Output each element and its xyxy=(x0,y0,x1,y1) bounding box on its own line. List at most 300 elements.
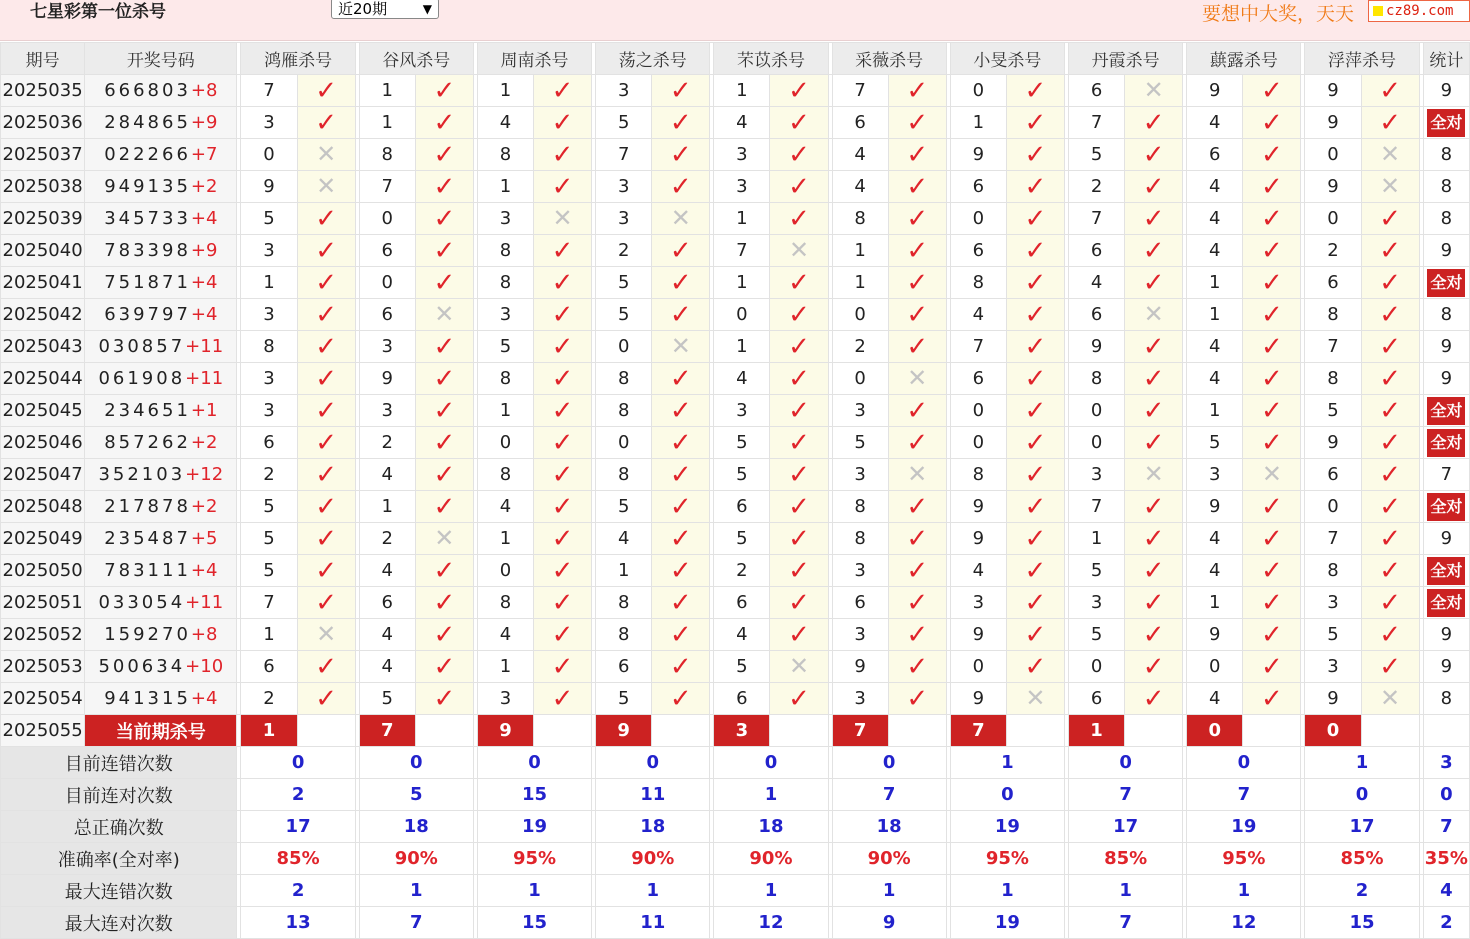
result-cell xyxy=(1125,683,1183,715)
header-expert-9[interactable]: 浮萍杀号 xyxy=(1305,43,1419,75)
stats-value: 17 xyxy=(1069,811,1183,843)
check-icon: ✓ xyxy=(788,203,810,234)
draw-numbers: 500634 xyxy=(98,656,186,677)
kill-number-cell: 4 xyxy=(1187,363,1243,395)
result-cell xyxy=(415,555,473,587)
check-icon: ✓ xyxy=(1379,107,1401,138)
stats-value: 1 xyxy=(359,875,473,907)
stats-value: 7 xyxy=(1069,907,1183,939)
kill-number-cell: 0 xyxy=(359,203,415,235)
kill-number-cell: 8 xyxy=(832,523,888,555)
stats-total: 0 xyxy=(1423,779,1469,811)
result-cell xyxy=(415,75,473,107)
result-cell xyxy=(1125,171,1183,203)
result-cell xyxy=(1006,619,1064,651)
kill-number-cell: 0 xyxy=(714,299,770,331)
draw-bonus: +12 xyxy=(185,464,224,485)
result-cell xyxy=(1361,331,1419,363)
period-cell: 2025048 xyxy=(1,491,85,523)
all-correct-badge: 全对 xyxy=(1427,397,1465,425)
kill-number-cell: 7 xyxy=(1069,491,1125,523)
draw-numbers-cell xyxy=(85,299,237,331)
kill-number-cell: 5 xyxy=(1305,395,1361,427)
kill-number-cell: 5 xyxy=(1069,555,1125,587)
period-cell: 2025041 xyxy=(1,267,85,299)
stats-value: 15 xyxy=(1305,907,1419,939)
draw-bonus: +5 xyxy=(190,528,218,549)
check-icon: ✓ xyxy=(551,555,574,586)
stat-value: 8 xyxy=(1440,144,1453,165)
period-cell: 2025036 xyxy=(1,107,85,139)
stats-value: 95% xyxy=(1187,843,1301,875)
current-empty-cell xyxy=(652,715,710,747)
result-cell xyxy=(652,331,710,363)
kill-number-cell: 8 xyxy=(477,235,533,267)
result-cell xyxy=(415,203,473,235)
header-stat[interactable]: 统计 xyxy=(1423,43,1469,75)
kill-number-cell: 0 xyxy=(832,363,888,395)
kill-number-cell: 1 xyxy=(832,267,888,299)
cross-icon: ✕ xyxy=(552,204,573,232)
stat-cell xyxy=(1423,363,1469,395)
current-kill-number: 0 xyxy=(1187,715,1243,747)
result-cell xyxy=(534,683,592,715)
result-cell xyxy=(534,587,592,619)
stats-value: 12 xyxy=(1187,907,1301,939)
kill-number-cell: 4 xyxy=(1187,235,1243,267)
check-icon: ✓ xyxy=(788,171,810,202)
stats-value: 17 xyxy=(241,811,355,843)
stat-cell xyxy=(1423,555,1469,587)
header-period[interactable]: 期号 xyxy=(1,43,85,75)
kill-number-cell: 3 xyxy=(477,203,533,235)
result-cell xyxy=(1125,139,1183,171)
result-cell xyxy=(770,363,828,395)
kill-number-cell: 6 xyxy=(241,427,297,459)
draw-numbers-cell xyxy=(85,363,237,395)
draw-numbers: 751871 xyxy=(104,272,191,293)
result-cell xyxy=(888,235,946,267)
check-icon: ✓ xyxy=(551,523,574,554)
kill-number-cell: 6 xyxy=(596,651,652,683)
check-icon: ✓ xyxy=(551,459,574,490)
check-icon: ✓ xyxy=(1379,491,1401,522)
table-row xyxy=(1,171,1470,203)
check-icon: ✓ xyxy=(906,235,929,266)
kill-number-cell: 4 xyxy=(596,523,652,555)
result-cell xyxy=(415,395,473,427)
draw-bonus: +4 xyxy=(190,208,218,229)
kill-number-cell: 7 xyxy=(832,75,888,107)
kill-number-cell: 5 xyxy=(714,459,770,491)
kill-number-cell: 5 xyxy=(596,299,652,331)
kill-number-cell: 9 xyxy=(832,651,888,683)
stats-value: 85% xyxy=(241,843,355,875)
check-icon: ✓ xyxy=(551,587,574,618)
check-icon: ✓ xyxy=(788,459,810,490)
kill-number-cell: 4 xyxy=(950,555,1006,587)
kill-number-cell: 0 xyxy=(596,427,652,459)
result-cell xyxy=(297,299,355,331)
check-icon: ✓ xyxy=(1142,363,1165,394)
period-cell: 2025054 xyxy=(1,683,85,715)
stats-value: 1 xyxy=(714,779,828,811)
kill-number-cell: 0 xyxy=(1069,651,1125,683)
stat-value: 9 xyxy=(1440,528,1453,549)
period-select[interactable] xyxy=(331,0,439,19)
check-icon: ✓ xyxy=(906,619,929,650)
stat-cell xyxy=(1423,107,1469,139)
check-icon: ✓ xyxy=(1379,75,1401,106)
current-kill-number: 9 xyxy=(477,715,533,747)
draw-numbers: 783111 xyxy=(104,560,191,581)
result-cell xyxy=(888,523,946,555)
result-cell xyxy=(415,139,473,171)
result-cell xyxy=(1243,619,1301,651)
stats-value: 0 xyxy=(596,747,710,779)
stat-cell xyxy=(1423,331,1469,363)
check-icon: ✓ xyxy=(669,523,692,554)
period-cell: 2025053 xyxy=(1,651,85,683)
result-cell xyxy=(1243,587,1301,619)
check-icon: ✓ xyxy=(551,683,574,714)
check-icon: ✓ xyxy=(669,491,692,522)
header-expert-8[interactable]: 蕻露杀号 xyxy=(1187,43,1301,75)
logo-text: cz89.com xyxy=(1386,3,1454,19)
site-logo[interactable] xyxy=(1368,0,1470,22)
check-icon: ✓ xyxy=(315,235,338,266)
kill-number-cell: 9 xyxy=(950,619,1006,651)
kill-number-cell: 1 xyxy=(241,619,297,651)
table-header xyxy=(1,43,1470,75)
kill-number-cell: 3 xyxy=(832,683,888,715)
kill-number-cell: 8 xyxy=(596,619,652,651)
check-icon: ✓ xyxy=(1024,427,1047,458)
check-icon: ✓ xyxy=(906,427,929,458)
check-icon: ✓ xyxy=(906,75,929,106)
check-icon: ✓ xyxy=(788,107,810,138)
check-icon: ✓ xyxy=(1024,523,1047,554)
check-icon: ✓ xyxy=(1260,235,1283,266)
result-cell xyxy=(415,491,473,523)
stats-value: 1 xyxy=(1187,875,1301,907)
result-cell xyxy=(888,299,946,331)
kill-number-cell: 0 xyxy=(950,427,1006,459)
check-icon: ✓ xyxy=(1024,587,1047,618)
stats-label: 目前连对次数 xyxy=(1,779,237,811)
kill-number-cell: 1 xyxy=(1069,523,1125,555)
result-cell xyxy=(888,139,946,171)
draw-numbers-cell xyxy=(85,587,237,619)
draw-numbers-cell xyxy=(85,491,237,523)
check-icon: ✓ xyxy=(551,299,574,330)
kill-number-cell: 0 xyxy=(950,75,1006,107)
result-cell xyxy=(1006,235,1064,267)
kill-number-cell: 0 xyxy=(950,651,1006,683)
result-cell xyxy=(415,107,473,139)
check-icon: ✓ xyxy=(315,107,338,138)
draw-numbers-cell xyxy=(85,523,237,555)
result-cell xyxy=(534,651,592,683)
check-icon: ✓ xyxy=(1142,171,1165,202)
current-period-row xyxy=(1,715,1470,747)
stats-value: 15 xyxy=(477,907,591,939)
result-cell xyxy=(415,427,473,459)
kill-number-cell: 8 xyxy=(477,587,533,619)
kill-number-cell: 5 xyxy=(714,523,770,555)
cross-icon: ✕ xyxy=(434,524,455,552)
check-icon: ✓ xyxy=(788,267,810,298)
check-icon: ✓ xyxy=(551,107,574,138)
kill-number-cell: 7 xyxy=(359,171,415,203)
table-row xyxy=(1,427,1470,459)
draw-numbers-cell xyxy=(85,427,237,459)
draw-numbers-cell xyxy=(85,75,237,107)
cross-icon: ✕ xyxy=(788,652,810,680)
kill-number-cell: 0 xyxy=(950,395,1006,427)
stats-value: 15 xyxy=(477,779,591,811)
cross-icon: ✕ xyxy=(1261,460,1282,488)
all-correct-badge: 全对 xyxy=(1427,493,1465,521)
result-cell xyxy=(534,203,592,235)
result-cell xyxy=(1006,587,1064,619)
stats-value: 7 xyxy=(1069,779,1183,811)
stats-value: 95% xyxy=(477,843,591,875)
kill-number-cell: 4 xyxy=(359,619,415,651)
kill-number-cell: 6 xyxy=(950,363,1006,395)
period-cell: 2025044 xyxy=(1,363,85,395)
kill-number-table xyxy=(0,42,1470,939)
header-expert-4[interactable]: 芣苡杀号 xyxy=(714,43,828,75)
draw-numbers: 234651 xyxy=(104,400,191,421)
check-icon: ✓ xyxy=(433,139,456,170)
kill-number-cell: 8 xyxy=(1305,299,1361,331)
result-cell xyxy=(770,619,828,651)
kill-number-cell: 1 xyxy=(241,267,297,299)
kill-number-cell: 6 xyxy=(714,587,770,619)
kill-number-cell: 7 xyxy=(241,75,297,107)
result-cell xyxy=(652,651,710,683)
kill-number-cell: 3 xyxy=(477,683,533,715)
draw-bonus: +2 xyxy=(190,176,218,197)
check-icon: ✓ xyxy=(906,683,929,714)
check-icon: ✓ xyxy=(315,267,338,298)
stats-total: 2 xyxy=(1423,907,1469,939)
header-expert-6[interactable]: 小旻杀号 xyxy=(950,43,1064,75)
check-icon: ✓ xyxy=(551,171,574,202)
kill-number-cell: 6 xyxy=(1069,75,1125,107)
check-icon: ✓ xyxy=(433,587,456,618)
period-cell: 2025039 xyxy=(1,203,85,235)
stats-value: 1 xyxy=(477,875,591,907)
check-icon: ✓ xyxy=(1142,491,1165,522)
kill-number-cell: 4 xyxy=(1187,203,1243,235)
check-icon: ✓ xyxy=(906,651,929,682)
stats-value: 1 xyxy=(950,875,1064,907)
kill-number-cell: 4 xyxy=(950,299,1006,331)
kill-number-cell: 3 xyxy=(241,299,297,331)
check-icon: ✓ xyxy=(1024,299,1047,330)
period-cell: 2025050 xyxy=(1,555,85,587)
check-icon: ✓ xyxy=(433,267,456,298)
result-cell xyxy=(652,107,710,139)
header-numbers[interactable]: 开奖号码 xyxy=(85,43,237,75)
stats-value: 1 xyxy=(596,875,710,907)
kill-number-cell: 6 xyxy=(714,491,770,523)
result-cell xyxy=(297,235,355,267)
period-select-value: 近20期 xyxy=(338,0,388,18)
result-cell xyxy=(1243,331,1301,363)
kill-number-cell: 2 xyxy=(241,459,297,491)
draw-numbers: 061908 xyxy=(98,368,186,389)
table-row xyxy=(1,267,1470,299)
result-cell xyxy=(297,587,355,619)
draw-numbers-cell xyxy=(85,203,237,235)
draw-numbers: 639797 xyxy=(104,304,191,325)
all-correct-badge: 全对 xyxy=(1427,109,1465,137)
kill-number-cell: 3 xyxy=(832,555,888,587)
kill-number-cell: 1 xyxy=(477,75,533,107)
kill-number-cell: 4 xyxy=(1187,107,1243,139)
kill-number-cell: 4 xyxy=(1187,683,1243,715)
result-cell xyxy=(770,299,828,331)
check-icon: ✓ xyxy=(551,139,574,170)
current-kill-label: 当前期杀号 xyxy=(85,715,237,747)
kill-number-cell: 3 xyxy=(359,395,415,427)
check-icon: ✓ xyxy=(551,427,574,458)
kill-number-cell: 3 xyxy=(359,331,415,363)
check-icon: ✓ xyxy=(1379,267,1401,298)
stats-value: 19 xyxy=(477,811,591,843)
stats-value: 0 xyxy=(950,779,1064,811)
stats-value: 17 xyxy=(1305,811,1419,843)
stats-value: 95% xyxy=(950,843,1064,875)
check-icon: ✓ xyxy=(1024,331,1047,362)
kill-number-cell: 6 xyxy=(950,235,1006,267)
check-icon: ✓ xyxy=(1379,299,1401,330)
stat-value: 9 xyxy=(1440,624,1453,645)
stat-value: 9 xyxy=(1440,240,1453,261)
result-cell xyxy=(1361,235,1419,267)
kill-number-cell: 4 xyxy=(477,619,533,651)
result-cell xyxy=(297,171,355,203)
kill-number-cell: 0 xyxy=(950,203,1006,235)
result-cell xyxy=(652,523,710,555)
table-row xyxy=(1,587,1470,619)
stats-value: 1 xyxy=(950,747,1064,779)
result-cell xyxy=(1006,491,1064,523)
check-icon: ✓ xyxy=(433,331,456,362)
header-expert-1[interactable]: 谷风杀号 xyxy=(359,43,473,75)
kill-number-cell: 7 xyxy=(950,331,1006,363)
kill-number-cell: 0 xyxy=(359,267,415,299)
result-cell xyxy=(1361,619,1419,651)
result-cell xyxy=(1243,683,1301,715)
check-icon: ✓ xyxy=(669,235,692,266)
check-icon: ✓ xyxy=(669,651,692,682)
stats-value: 90% xyxy=(596,843,710,875)
kill-number-cell: 4 xyxy=(1069,267,1125,299)
check-icon: ✓ xyxy=(1379,235,1401,266)
current-kill-number: 0 xyxy=(1305,715,1361,747)
check-icon: ✓ xyxy=(1379,427,1401,458)
result-cell xyxy=(1125,491,1183,523)
draw-numbers: 235487 xyxy=(104,528,191,549)
kill-number-cell: 3 xyxy=(832,619,888,651)
result-cell xyxy=(652,139,710,171)
header-expert-5[interactable]: 采薇杀号 xyxy=(832,43,946,75)
table-row xyxy=(1,363,1470,395)
check-icon: ✓ xyxy=(669,139,692,170)
period-cell: 2025035 xyxy=(1,75,85,107)
kill-number-cell: 0 xyxy=(596,331,652,363)
check-icon: ✓ xyxy=(788,523,810,554)
stats-row xyxy=(1,875,1470,907)
check-icon: ✓ xyxy=(1260,171,1283,202)
result-cell xyxy=(415,683,473,715)
check-icon: ✓ xyxy=(1142,395,1165,426)
kill-number-cell: 8 xyxy=(832,491,888,523)
table-row xyxy=(1,395,1470,427)
draw-bonus: +8 xyxy=(190,624,218,645)
check-icon: ✓ xyxy=(788,587,810,618)
result-cell xyxy=(888,203,946,235)
result-cell xyxy=(888,363,946,395)
kill-number-cell: 6 xyxy=(832,587,888,619)
header-expert-2[interactable]: 周南杀号 xyxy=(477,43,591,75)
result-cell xyxy=(1006,267,1064,299)
draw-numbers-cell xyxy=(85,459,237,491)
stat-cell xyxy=(1423,619,1469,651)
check-icon: ✓ xyxy=(1260,139,1283,170)
kill-number-cell: 0 xyxy=(832,299,888,331)
result-cell xyxy=(297,523,355,555)
stats-value: 12 xyxy=(714,907,828,939)
stat-cell xyxy=(1423,427,1469,459)
result-cell xyxy=(1361,139,1419,171)
result-cell xyxy=(534,107,592,139)
check-icon: ✓ xyxy=(906,523,929,554)
kill-number-cell: 4 xyxy=(477,491,533,523)
result-cell xyxy=(534,331,592,363)
stats-value: 19 xyxy=(950,907,1064,939)
check-icon: ✓ xyxy=(788,683,810,714)
result-cell xyxy=(1361,651,1419,683)
check-icon: ✓ xyxy=(669,267,692,298)
result-cell xyxy=(888,331,946,363)
check-icon: ✓ xyxy=(1024,139,1047,170)
result-cell xyxy=(1006,555,1064,587)
header-expert-7[interactable]: 丹霞杀号 xyxy=(1069,43,1183,75)
kill-number-cell: 5 xyxy=(241,555,297,587)
check-icon: ✓ xyxy=(551,395,574,426)
cross-icon: ✕ xyxy=(434,300,455,328)
result-cell xyxy=(1243,75,1301,107)
result-cell xyxy=(770,75,828,107)
result-cell xyxy=(1361,395,1419,427)
result-cell xyxy=(770,459,828,491)
header-expert-3[interactable]: 荡之杀号 xyxy=(596,43,710,75)
current-empty-cell xyxy=(534,715,592,747)
header-expert-0[interactable]: 鸿雁杀号 xyxy=(241,43,355,75)
check-icon: ✓ xyxy=(315,427,338,458)
table-row xyxy=(1,331,1470,363)
check-icon: ✓ xyxy=(1142,523,1165,554)
table-row xyxy=(1,139,1470,171)
period-cell: 2025038 xyxy=(1,171,85,203)
kill-number-cell: 3 xyxy=(241,107,297,139)
check-icon: ✓ xyxy=(669,683,692,714)
